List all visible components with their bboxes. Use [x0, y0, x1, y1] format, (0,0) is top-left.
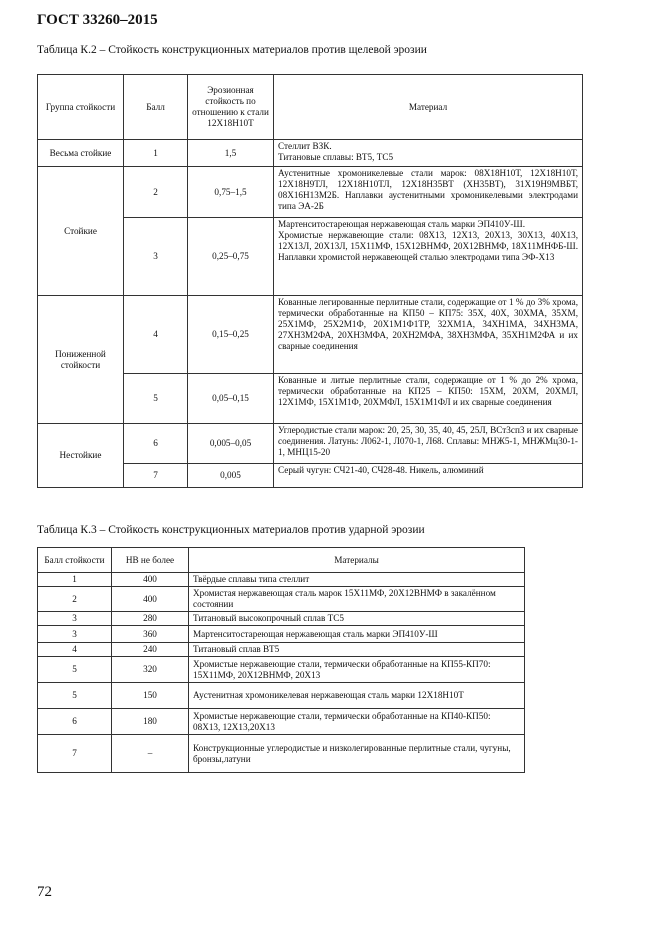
- table-header-row: [38, 548, 525, 573]
- hardness-cell: 150: [112, 683, 189, 709]
- score-cell: 2: [38, 587, 112, 612]
- score-cell: 4: [124, 296, 188, 374]
- material-cell: Конструкционные углеродистые и низколегированные перлитные стали, чугуны, бронзы,латуни: [189, 735, 525, 773]
- table-row: [38, 709, 525, 735]
- table-row: [38, 424, 583, 464]
- score-cell: 7: [38, 735, 112, 773]
- material-cell: Кованные легированные перлитные стали, содержащие от 1 % до 3% хрома, термически обработанные на КП50 – КП75: 35Х, 40Х, 30ХМА, 35ХМ, 25Х1МФ, 25Х2М1Ф, 20Х1М1Ф1ТР, 32ХМ1А, 34ХН1МА, 34ХН3МА, 27ХН3М2ФА, 20ХН3МФА, 20ХН2МФА, 38ХН3МФА, 35ХН1М2ФА и их сварные соединения: [274, 296, 583, 374]
- score-cell: 6: [38, 709, 112, 735]
- table-row: [38, 612, 525, 626]
- score-cell: 2: [124, 167, 188, 218]
- group-cell: Пониженной стойкости: [38, 296, 124, 424]
- erosion-impact-table: [37, 547, 525, 773]
- table-row: [38, 643, 525, 657]
- header-hardness: НВ не более: [112, 548, 189, 573]
- material-cell: Стеллит ВЗК. Титановые сплавы: ВТ5, ТС5: [274, 140, 583, 167]
- score-cell: 6: [124, 424, 188, 464]
- resistance-cell: 0,25–0,75: [188, 218, 274, 296]
- material-cell: Углеродистые стали марок: 20, 25, 30, 35, 40, 45, 25Л, ВСт3сп3 и их сварные соединения. Латунь: Л062-1, Л070-1, Л68. Сплавы: МНЖ5-1, МНЖМц30-1-1, МНЦ15-20: [274, 424, 583, 464]
- material-cell: Титановый высокопрочный сплав ТС5: [189, 612, 525, 626]
- table2-caption: Таблица К.3 – Стойкость конструкционных материалов против ударной эрозии: [37, 524, 425, 536]
- material-cell: Твёрдые сплавы типа стеллит: [189, 573, 525, 587]
- document-header: ГОСТ 33260–2015: [37, 12, 158, 28]
- header-score: Балл стойкости: [38, 548, 112, 573]
- material-cell: Мартенситостареющая нержавеющая сталь марки ЭП410У-Ш. Хромистые нержавеющие стали: 08Х13, 12Х13, 20Х13, 30Х13, 40Х13, 12Х13Л, 20Х13Л, 15Х11МФ, 15Х12ВНМФ, 20Х12ВНМФ, 18Х11МНФБ-Ш. Наплавки хромистой нержавеющей сталью электродами типа ЭФ-Х13: [274, 218, 583, 296]
- hardness-cell: 400: [112, 587, 189, 612]
- header-score: Балл: [124, 75, 188, 140]
- score-cell: 1: [38, 573, 112, 587]
- material-cell: Хромистая нержавеющая сталь марок 15Х11МФ, 20Х12ВНМФ в закалённом состоянии: [189, 587, 525, 612]
- score-cell: 4: [38, 643, 112, 657]
- group-cell: Нестойкие: [38, 424, 124, 488]
- page-number: 72: [37, 884, 52, 900]
- score-cell: 1: [124, 140, 188, 167]
- group-cell: Весьма стойкие: [38, 140, 124, 167]
- hardness-cell: 320: [112, 657, 189, 683]
- material-cell: Серый чугун: СЧ21-40, СЧ28-48. Никель, алюминий: [274, 464, 583, 488]
- score-cell: 5: [38, 657, 112, 683]
- score-cell: 7: [124, 464, 188, 488]
- hardness-cell: 240: [112, 643, 189, 657]
- table-row: [38, 657, 525, 683]
- table1-caption: Таблица К.2 – Стойкость конструкционных материалов против щелевой эрозии: [37, 44, 427, 56]
- table-row: [38, 626, 525, 643]
- score-cell: 5: [38, 683, 112, 709]
- hardness-cell: 180: [112, 709, 189, 735]
- header-resistance: Эрозионная стойкость по отношению к стали 12Х18Н10Т: [188, 75, 274, 140]
- hardness-cell: 280: [112, 612, 189, 626]
- header-material: Материал: [274, 75, 583, 140]
- material-cell: Аустенитные хромоникелевые стали марок: 08Х18Н10Т, 12Х18Н10Т, 12Х18Н9ТЛ, 12Х18Н10ТЛ, 12Х18Н35ВТ (ХН35ВТ), 31Х19Н9МВБТ, 08Х16Н13М2Б. Наплавки аустенитными хромоникелевыми электродами типа ЭА-2Б: [274, 167, 583, 218]
- header-materials: Материалы: [189, 548, 525, 573]
- table-header-row: [38, 75, 583, 140]
- score-cell: 3: [124, 218, 188, 296]
- resistance-cell: 1,5: [188, 140, 274, 167]
- score-cell: 5: [124, 374, 188, 424]
- resistance-cell: 0,15–0,25: [188, 296, 274, 374]
- hardness-cell: 400: [112, 573, 189, 587]
- material-cell: Хромистые нержавеющие стали, термически обработанные на КП55-КП70: 15Х11МФ, 20Х12ВНМФ, 20Х13: [189, 657, 525, 683]
- table-row: [38, 735, 525, 773]
- table-row: [38, 683, 525, 709]
- table-row: [38, 167, 583, 218]
- material-cell: Хромистые нержавеющие стали, термически обработанные на КП40-КП50: 08Х13, 12Х13,20Х13: [189, 709, 525, 735]
- resistance-cell: 0,05–0,15: [188, 374, 274, 424]
- score-cell: 3: [38, 612, 112, 626]
- hardness-cell: –: [112, 735, 189, 773]
- material-cell: Титановый сплав ВТ5: [189, 643, 525, 657]
- resistance-cell: 0,005: [188, 464, 274, 488]
- table-row: [38, 140, 583, 167]
- erosion-slot-table: [37, 74, 583, 488]
- resistance-cell: 0,75–1,5: [188, 167, 274, 218]
- material-cell: Аустенитная хромоникелевая нержавеющая сталь марки 12Х18Н10Т: [189, 683, 525, 709]
- resistance-cell: 0,005–0,05: [188, 424, 274, 464]
- header-group: Группа стойкости: [38, 75, 124, 140]
- hardness-cell: 360: [112, 626, 189, 643]
- table-row: [38, 296, 583, 374]
- group-cell: Стойкие: [38, 167, 124, 296]
- material-cell: Кованные и литые перлитные стали, содержащие от 1 % до 2% хрома, термически обработанные на КП25 – КП50: 15ХМ, 20ХМ, 20ХМЛ, 12Х1МФ, 15Х1М1Ф, 20ХМФЛ, 15Х1М1ФЛ и их сварные соединения: [274, 374, 583, 424]
- score-cell: 3: [38, 626, 112, 643]
- material-cell: Мартенситостареющая нержавеющая сталь марки ЭП410У-Ш: [189, 626, 525, 643]
- table-row: [38, 587, 525, 612]
- table-row: [38, 573, 525, 587]
